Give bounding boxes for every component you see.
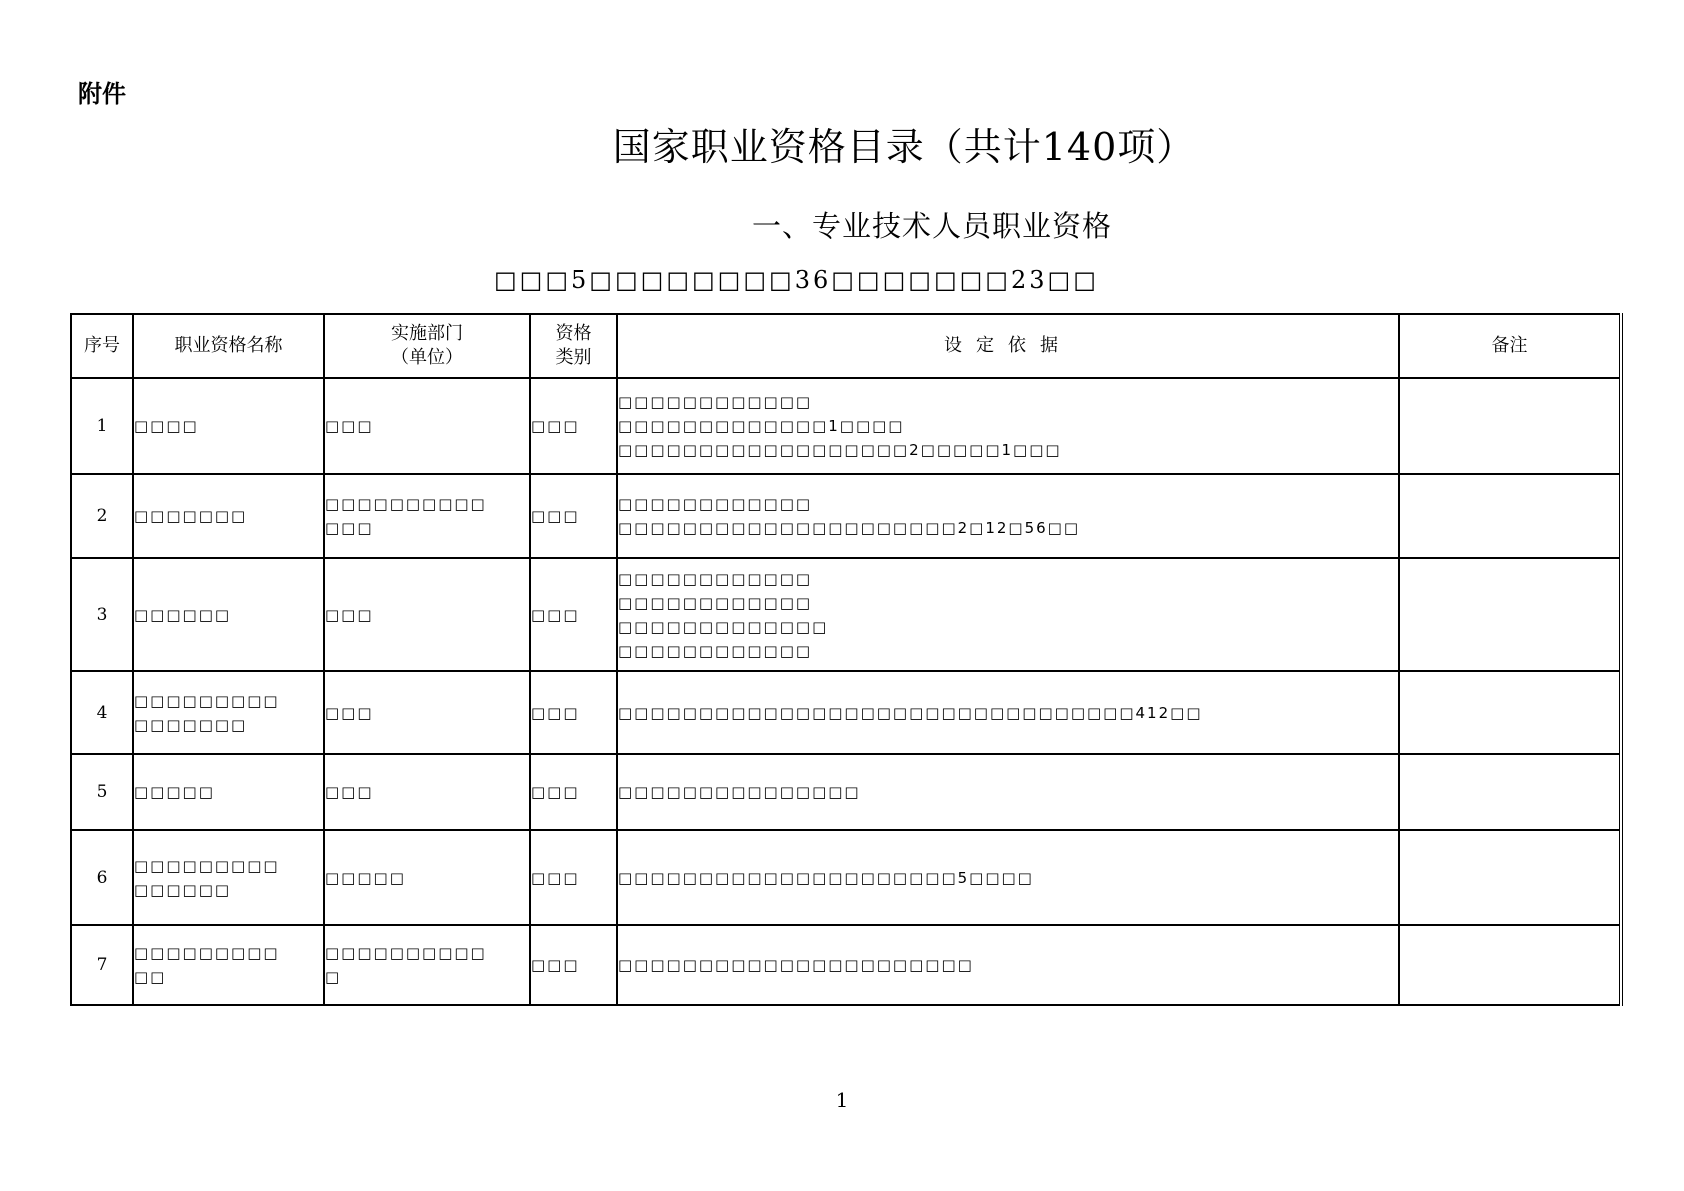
legal-basis [617, 378, 1399, 474]
qualification-name-line: □□□□□□□□□ [134, 944, 280, 962]
qualification-name [133, 558, 324, 671]
qualification-name-line: □□□□□□□□□ [134, 691, 280, 710]
attachment-label: 附件 [78, 80, 126, 108]
qualification-name-line: □□□□□ [134, 783, 215, 801]
qualification-name [133, 925, 324, 1005]
implementing-dept [324, 671, 530, 754]
remarks [1399, 378, 1621, 474]
header-dept-line2: （单位） [391, 347, 463, 368]
legal-basis-line: □□□□□□□□□□□□□1□□□□ [618, 417, 905, 435]
table-body [71, 378, 1621, 1005]
qualification-category: □□□ [530, 558, 617, 671]
implementing-dept [324, 925, 530, 1005]
legal-basis-line: □□□□□□□□□□□□□□□□□□□□□□□□□□□□□□□□412□□ [618, 703, 1203, 722]
implementing-dept-line: □□□□□□□□□□ [325, 944, 487, 962]
legal-basis-line: □□□□□□□□□□□□□□□□□□□□□2□12□56□□ [618, 519, 1081, 537]
implementing-dept [324, 754, 530, 830]
header-category-line2: 类别 [555, 347, 592, 368]
header-note: 备注 [1399, 314, 1621, 378]
legal-basis [617, 925, 1399, 1005]
qualification-name-line: □□□□□□□ [134, 715, 248, 734]
header-basis: 设定依据 [617, 314, 1399, 378]
implementing-dept-line: □□□□□ [325, 868, 406, 887]
qualification-category: □□□ [530, 754, 617, 830]
section-heading [0, 204, 1684, 245]
header-category [530, 314, 617, 378]
implementing-dept [324, 474, 530, 558]
table-row [71, 925, 1621, 1005]
legal-basis-line: □□□□□□□□□□□□□□□□□□□□□5□□□□ [618, 868, 1034, 887]
implementing-dept-line: □□□□□□□□□□ [325, 495, 487, 513]
legal-basis [617, 671, 1399, 754]
row-number: 2 [71, 474, 133, 558]
qualification-category: □□□ [530, 925, 617, 1005]
implementing-dept-line: □ [325, 968, 342, 986]
qualification-category: □□□ [530, 671, 617, 754]
section-heading-text: 一、专业技术人员职业资格 [751, 209, 1112, 243]
implementing-dept-line: □□□ [325, 605, 374, 624]
page-number: 1 [835, 1088, 849, 1112]
table-row [71, 378, 1621, 474]
legal-basis-line: □□□□□□□□□□□□□□□□□□□□□□ [618, 956, 974, 974]
header-dept-line1: 实施部门 [391, 323, 463, 344]
row-number: 4 [71, 671, 133, 754]
qualification-name-line: □□□□□□□ [134, 507, 248, 525]
implementing-dept [324, 558, 530, 671]
qualification-name-line: □□□□□□ [134, 880, 232, 899]
legal-basis [617, 830, 1399, 925]
table-row [71, 830, 1621, 925]
header-row [71, 314, 1621, 378]
row-number: 5 [71, 754, 133, 830]
qualification-name [133, 671, 324, 754]
legal-basis [617, 558, 1399, 671]
implementing-dept-line: □□□ [325, 519, 374, 537]
qualification-category: □□□ [530, 474, 617, 558]
remarks [1399, 474, 1621, 558]
implementing-dept-line: □□□ [325, 783, 374, 801]
qualification-category: □□□ [530, 378, 617, 474]
header-no: 序号 [71, 314, 133, 378]
qualification-name-line: □□□□□□ [134, 605, 232, 624]
row-number: 3 [71, 558, 133, 671]
implementing-dept [324, 378, 530, 474]
table-header [71, 314, 1621, 378]
section-summary: □□□5□□□□□□□□36□□□□□□□23□□ [494, 266, 1099, 294]
qualification-name [133, 378, 324, 474]
legal-basis [617, 754, 1399, 830]
legal-basis-line: □□□□□□□□□□□□ [618, 593, 813, 612]
table-row [71, 671, 1621, 754]
qualification-name [133, 474, 324, 558]
table-row [71, 558, 1621, 671]
implementing-dept-line: □□□ [325, 703, 374, 722]
legal-basis [617, 474, 1399, 558]
remarks [1399, 925, 1621, 1005]
legal-basis-line: □□□□□□□□□□□□□□□□□□2□□□□□1□□□ [618, 441, 1062, 459]
implementing-dept [324, 830, 530, 925]
qualification-name-line: □□□□ [134, 417, 199, 435]
qualification-name-line: □□ [134, 968, 167, 986]
remarks [1399, 830, 1621, 925]
legal-basis-line: □□□□□□□□□□□□□□□ [618, 783, 861, 801]
header-category-line1: 资格 [555, 323, 592, 344]
qualification-table [70, 313, 1623, 1006]
remarks [1399, 754, 1621, 830]
document-title-text: 国家职业资格目录（共计140项） [612, 125, 1196, 169]
legal-basis-line: □□□□□□□□□□□□ [618, 641, 813, 660]
legal-basis-line: □□□□□□□□□□□□□ [618, 617, 829, 636]
row-number: 1 [71, 378, 133, 474]
remarks [1399, 558, 1621, 671]
header-name: 职业资格名称 [133, 314, 324, 378]
qualification-name [133, 754, 324, 830]
implementing-dept-line: □□□ [325, 417, 374, 435]
qualification-name-line: □□□□□□□□□ [134, 856, 280, 875]
legal-basis-line: □□□□□□□□□□□□ [618, 495, 813, 513]
document-title [0, 116, 1684, 171]
qualification-category: □□□ [530, 830, 617, 925]
table-row [71, 474, 1621, 558]
row-number: 7 [71, 925, 133, 1005]
remarks [1399, 671, 1621, 754]
table-row [71, 754, 1621, 830]
row-number: 6 [71, 830, 133, 925]
legal-basis-line: □□□□□□□□□□□□ [618, 393, 813, 411]
header-dept [324, 314, 530, 378]
legal-basis-line: □□□□□□□□□□□□ [618, 569, 813, 588]
qualification-name [133, 830, 324, 925]
